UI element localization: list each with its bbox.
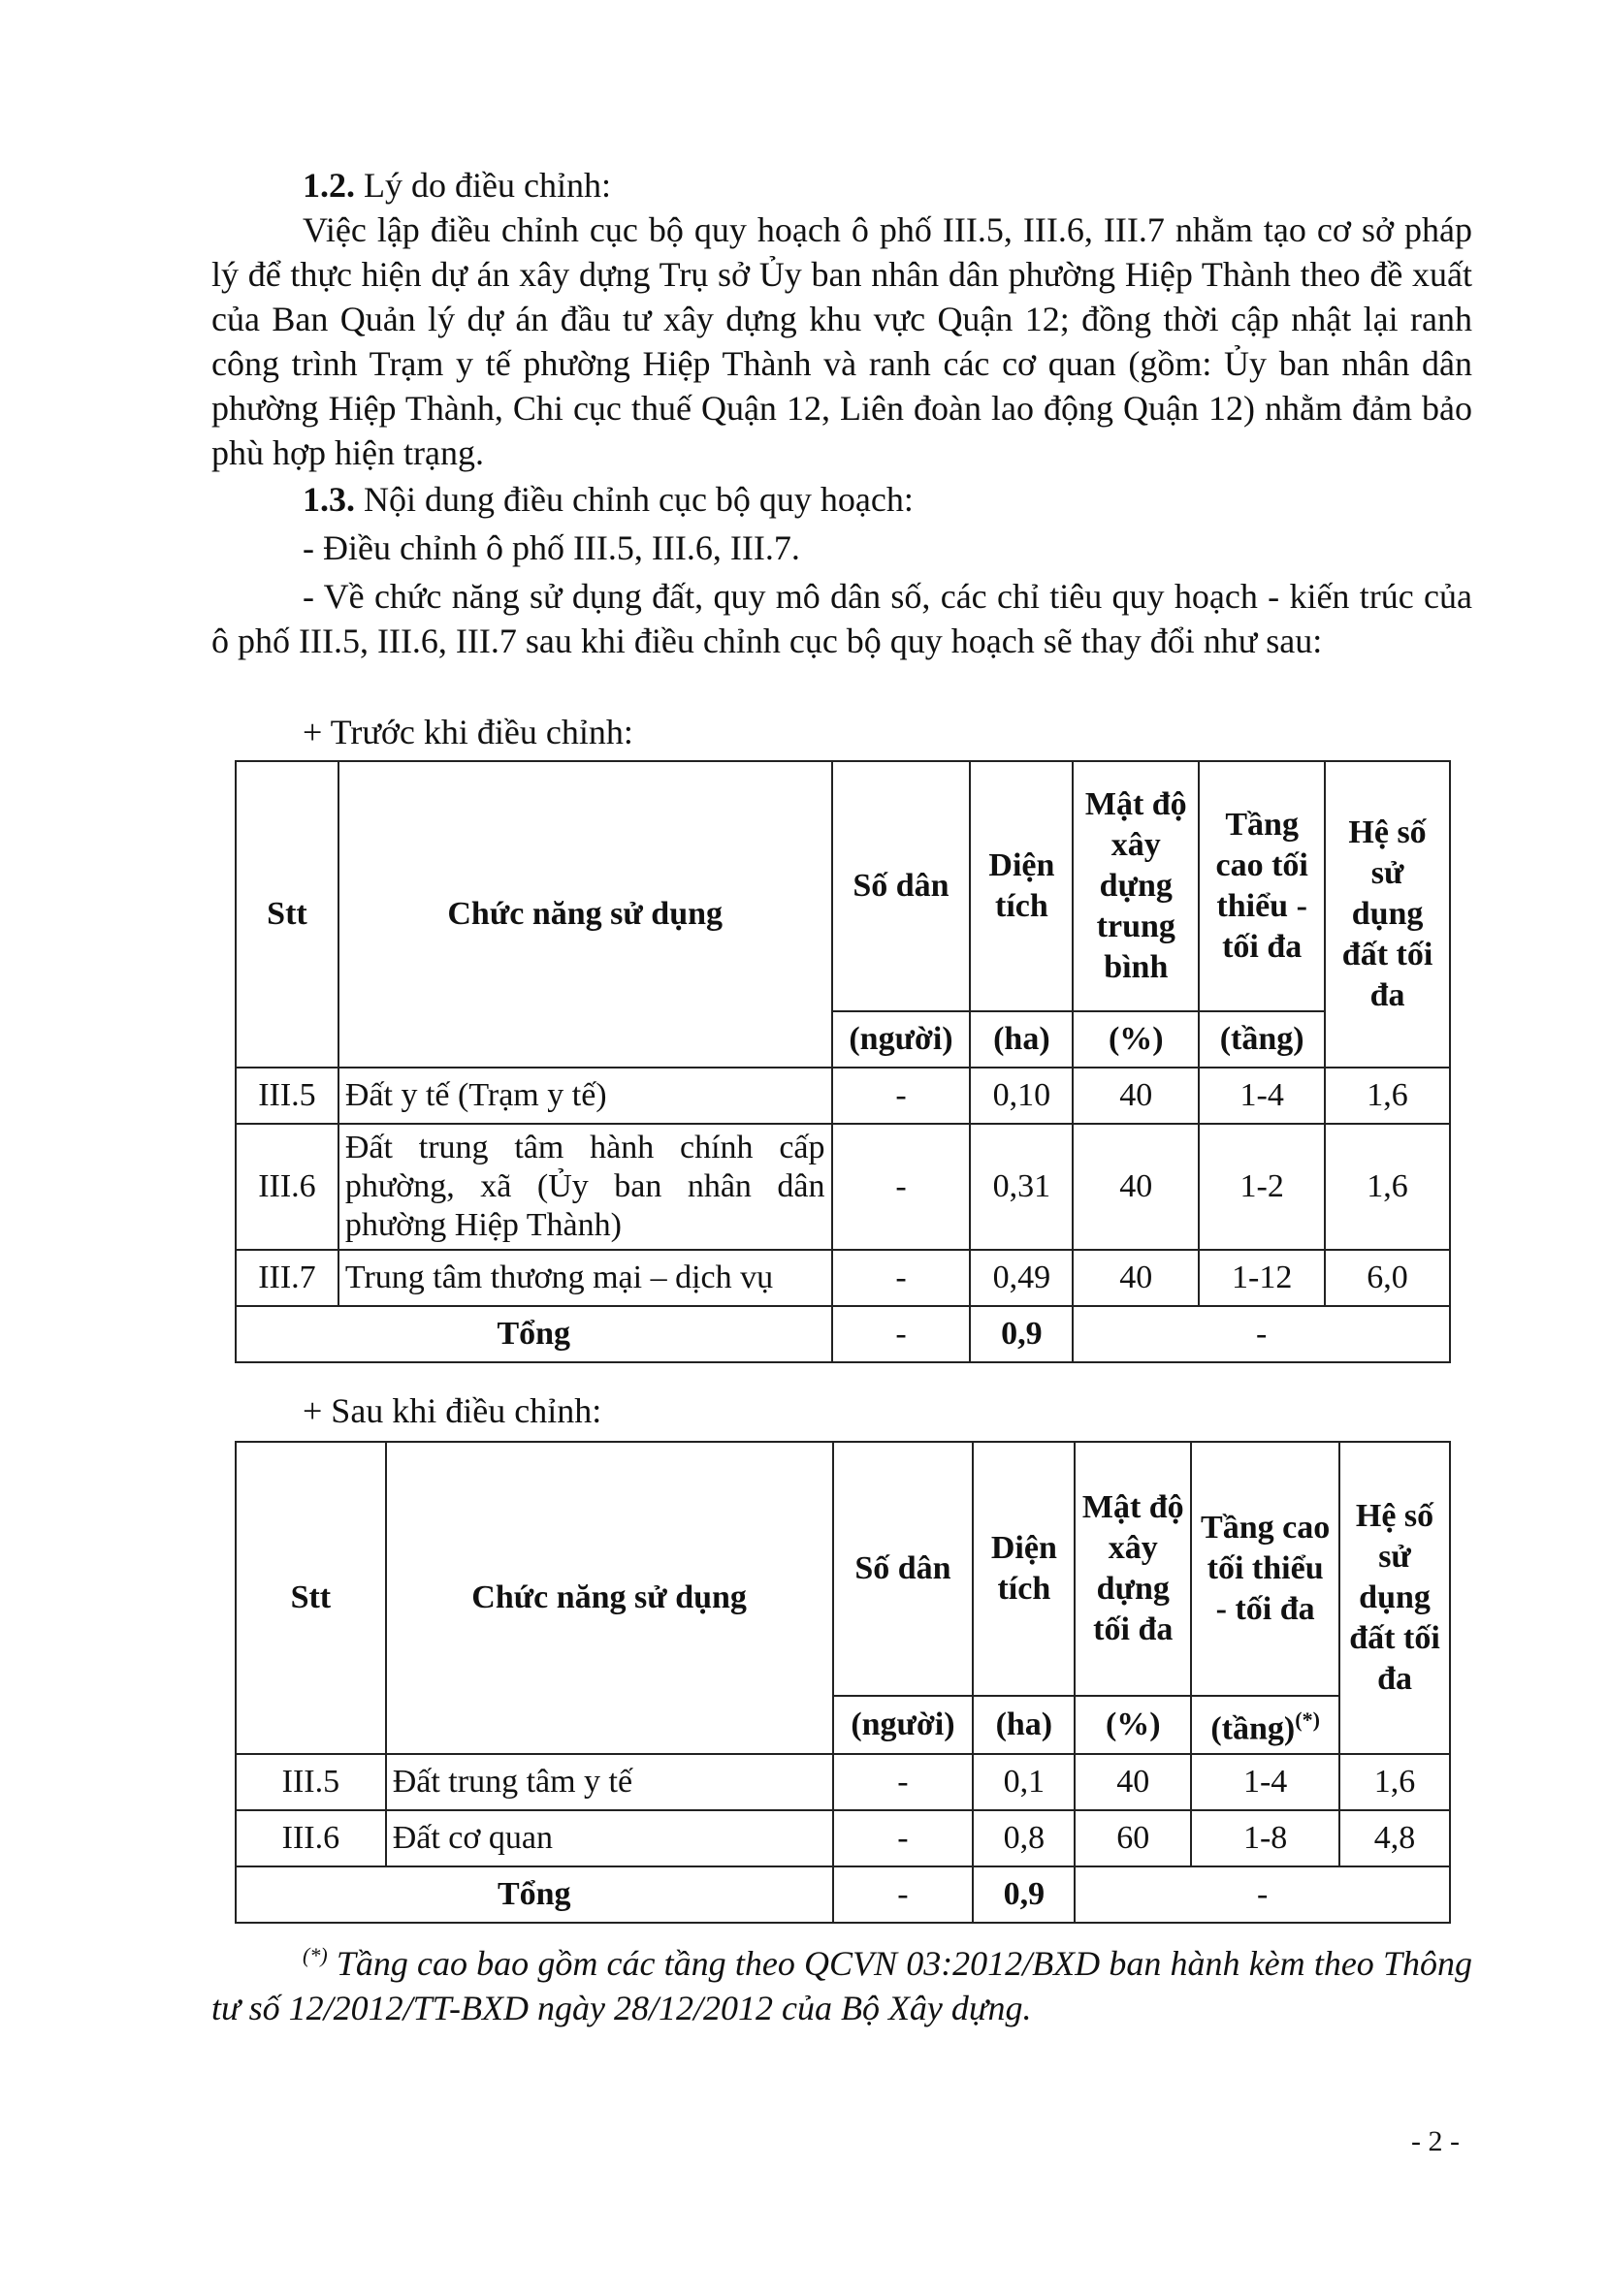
after-header-density: Mật độ xây dựng tối đa bbox=[1075, 1442, 1191, 1696]
section-1-3-heading bbox=[303, 477, 914, 522]
before-header-area: Diện tích bbox=[970, 761, 1073, 1011]
cell-stt: III.7 bbox=[236, 1250, 338, 1306]
cell-coef: 1,6 bbox=[1339, 1754, 1450, 1810]
cell-stt: III.5 bbox=[236, 1754, 386, 1810]
total-label: Tổng bbox=[236, 1866, 833, 1923]
total-rest: - bbox=[1075, 1866, 1450, 1923]
section-1-3-title: Nội dung điều chỉnh cục bộ quy hoạch: bbox=[355, 480, 914, 519]
before-header-coef: Hệ số sử dụng đất tối đa bbox=[1325, 761, 1450, 1068]
cell-coef: 4,8 bbox=[1339, 1810, 1450, 1866]
table-row bbox=[236, 1810, 1450, 1866]
after-header-area: Diện tích bbox=[973, 1442, 1075, 1696]
section-1-2-heading bbox=[303, 163, 611, 207]
before-unit-density: (%) bbox=[1073, 1011, 1199, 1068]
before-unit-area: (ha) bbox=[970, 1011, 1073, 1068]
cell-pop: - bbox=[832, 1124, 971, 1250]
cell-density: 40 bbox=[1073, 1068, 1199, 1124]
cell-func: Đất y tế (Trạm y tế) bbox=[338, 1068, 832, 1124]
before-header-pop: Số dân bbox=[832, 761, 971, 1011]
cell-floors: 1-4 bbox=[1199, 1068, 1325, 1124]
cell-coef: 1,6 bbox=[1325, 1124, 1450, 1250]
total-area: 0,9 bbox=[970, 1306, 1073, 1362]
table-row bbox=[236, 1068, 1450, 1124]
section-1-3-item-2: - Về chức năng sử dụng đất, quy mô dân số, các chỉ tiêu quy hoạch - kiến trúc của ô phố III.5, III.6, III.7 sau khi điều chỉnh cục bộ quy hoạch sẽ thay đổi như sau: bbox=[211, 577, 1472, 660]
footnote-text: Tầng cao bao gồm các tầng theo QCVN 03:2012/BXD ban hành kèm theo Thông tư số 12/2012/TT-BXD ngày 28/12/2012 của Bộ Xây dựng. bbox=[211, 1944, 1472, 2027]
page-number: - 2 - bbox=[1411, 2125, 1460, 2157]
cell-coef: 1,6 bbox=[1325, 1068, 1450, 1124]
cell-pop: - bbox=[833, 1754, 974, 1810]
cell-density: 40 bbox=[1075, 1754, 1191, 1810]
after-unit-floors bbox=[1191, 1696, 1339, 1754]
cell-pop: - bbox=[832, 1068, 971, 1124]
after-unit-area: (ha) bbox=[973, 1696, 1075, 1754]
after-unit-pop: (người) bbox=[833, 1696, 974, 1754]
footnote bbox=[211, 1933, 1472, 2030]
footnote-marker: (*) bbox=[303, 1943, 328, 1967]
cell-coef: 6,0 bbox=[1325, 1250, 1450, 1306]
before-unit-pop: (người) bbox=[832, 1011, 971, 1068]
cell-func: Đất cơ quan bbox=[386, 1810, 833, 1866]
after-table bbox=[235, 1441, 1451, 1924]
cell-stt: III.6 bbox=[236, 1124, 338, 1250]
cell-func: Đất trung tâm hành chính cấp phường, xã (Ủy ban nhân dân phường Hiệp Thành) bbox=[338, 1124, 832, 1250]
before-caption: + Trước khi điều chỉnh: bbox=[303, 713, 633, 751]
cell-area: 0,49 bbox=[970, 1250, 1073, 1306]
after-unit-floors-text: (tầng) bbox=[1210, 1710, 1296, 1747]
cell-floors: 1-4 bbox=[1191, 1754, 1339, 1810]
table-row bbox=[236, 1250, 1450, 1306]
cell-floors: 1-2 bbox=[1199, 1124, 1325, 1250]
section-1-3-item-1: - Điều chỉnh ô phố III.5, III.6, III.7. bbox=[303, 528, 800, 567]
cell-pop: - bbox=[833, 1810, 974, 1866]
after-header-pop: Số dân bbox=[833, 1442, 974, 1696]
total-rest: - bbox=[1073, 1306, 1450, 1362]
after-unit-floors-note: (*) bbox=[1295, 1707, 1320, 1733]
table-total-row bbox=[236, 1866, 1450, 1923]
cell-func: Đất trung tâm y tế bbox=[386, 1754, 833, 1810]
cell-density: 60 bbox=[1075, 1810, 1191, 1866]
cell-stt: III.6 bbox=[236, 1810, 386, 1866]
cell-density: 40 bbox=[1073, 1124, 1199, 1250]
cell-area: 0,10 bbox=[970, 1068, 1073, 1124]
section-1-2-title: Lý do điều chỉnh: bbox=[355, 166, 611, 205]
after-caption: + Sau khi điều chỉnh: bbox=[303, 1391, 602, 1430]
before-header-floors: Tầng cao tối thiểu - tối đa bbox=[1199, 761, 1325, 1011]
cell-floors: 1-8 bbox=[1191, 1810, 1339, 1866]
cell-density: 40 bbox=[1073, 1250, 1199, 1306]
after-header-func: Chức năng sử dụng bbox=[386, 1442, 833, 1754]
after-unit-density: (%) bbox=[1075, 1696, 1191, 1754]
cell-area: 0,8 bbox=[973, 1810, 1075, 1866]
after-header-floors: Tầng cao tối thiểu - tối đa bbox=[1191, 1442, 1339, 1696]
before-header-func: Chức năng sử dụng bbox=[338, 761, 832, 1068]
before-unit-floors: (tầng) bbox=[1199, 1011, 1325, 1068]
total-label: Tổng bbox=[236, 1306, 832, 1362]
after-header-coef: Hệ số sử dụng đất tối đa bbox=[1339, 1442, 1450, 1754]
table-total-row bbox=[236, 1306, 1450, 1362]
cell-floors: 1-12 bbox=[1199, 1250, 1325, 1306]
total-area: 0,9 bbox=[973, 1866, 1075, 1923]
total-pop: - bbox=[833, 1866, 974, 1923]
table-row bbox=[236, 1124, 1450, 1250]
after-header-stt: Stt bbox=[236, 1442, 386, 1754]
cell-area: 0,31 bbox=[970, 1124, 1073, 1250]
cell-stt: III.5 bbox=[236, 1068, 338, 1124]
total-pop: - bbox=[832, 1306, 971, 1362]
before-header-stt: Stt bbox=[236, 761, 338, 1068]
section-1-2-body: Việc lập điều chỉnh cục bộ quy hoạch ô phố III.5, III.6, III.7 nhằm tạo cơ sở pháp lý để thực hiện dự án xây dựng Trụ sở Ủy ban nhân dân phường Hiệp Thành theo đề xuất của Ban Quản lý dự án đầu tư xây dựng khu vực Quận 12; đồng thời cập nhật lại ranh công trình Trạm y tế phường Hiệp Thành và ranh các cơ quan (gồm: Ủy ban nhân dân phường Hiệp Thành, Chi cục thuế Quận 12, Liên đoàn lao động Quận 12) nhằm đảm bảo phù hợp hiện trạng. bbox=[211, 210, 1472, 472]
cell-pop: - bbox=[832, 1250, 971, 1306]
before-header-density: Mật độ xây dựng trung bình bbox=[1073, 761, 1199, 1011]
table-row bbox=[236, 1754, 1450, 1810]
cell-func: Trung tâm thương mại – dịch vụ bbox=[338, 1250, 832, 1306]
cell-area: 0,1 bbox=[973, 1754, 1075, 1810]
section-1-2-number: 1.2. bbox=[303, 166, 355, 205]
before-table bbox=[235, 760, 1451, 1363]
section-1-3-number: 1.3. bbox=[303, 480, 355, 519]
